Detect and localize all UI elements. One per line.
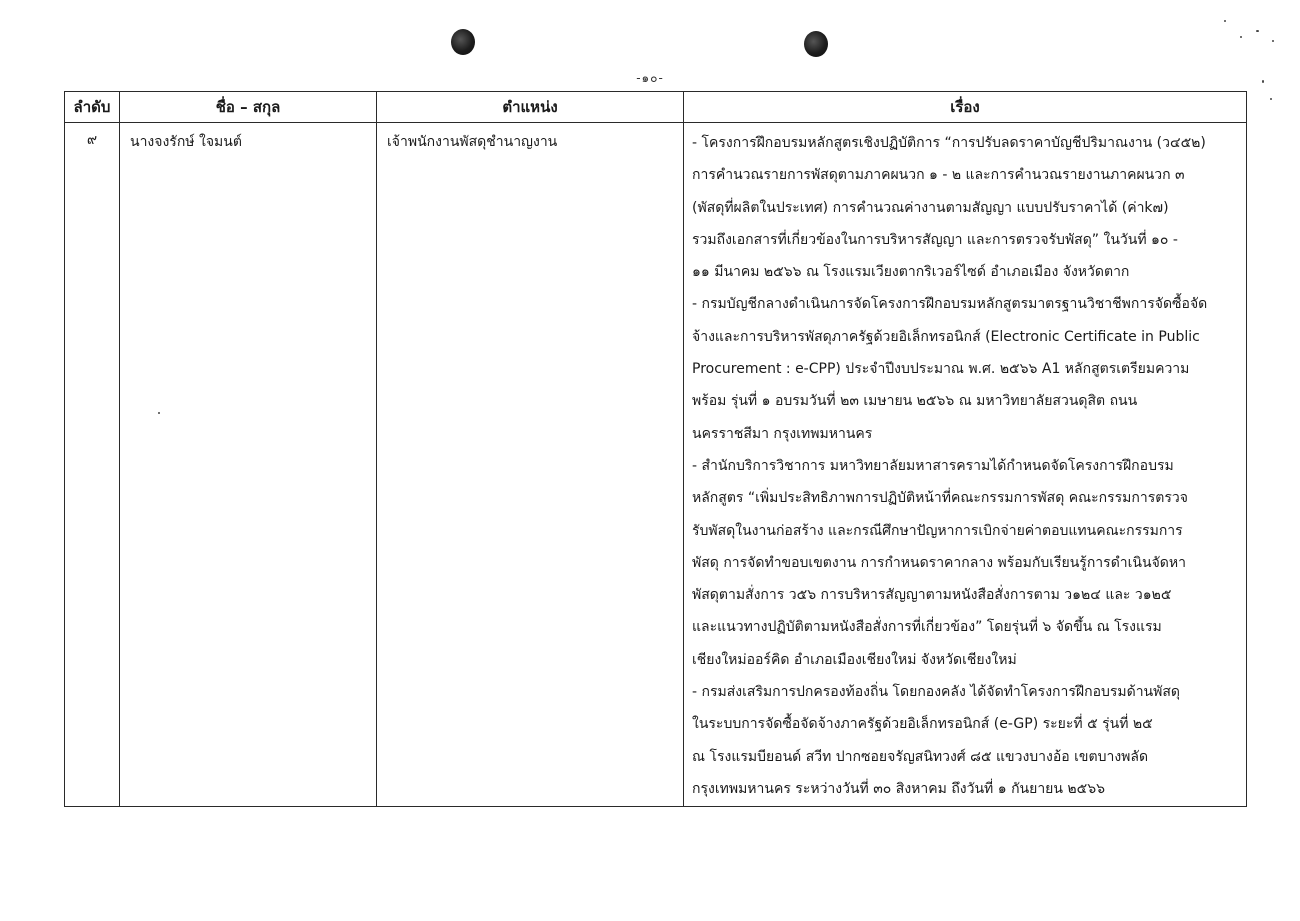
scan-speck	[1270, 98, 1272, 100]
subject-line: และแนวทางปฏิบัติตามหนังสือสั่งการที่เกี่ยวข้อง” โดยรุ่นที่ ๖ จัดขึ้น ณ โรงแรม	[692, 619, 1162, 636]
subject-line: - โครงการฝึกอบรมหลักสูตรเชิงปฏิบัติการ “การปรับลดราคาบัญชีปริมาณงาน (ว๔๕๒)	[692, 135, 1206, 151]
punch-hole	[451, 29, 475, 55]
punch-hole	[804, 31, 828, 57]
cell-subject	[684, 123, 1247, 807]
scan-speck	[1240, 36, 1242, 38]
subject-line: การคำนวณรายการพัสดุตามภาคผนวก ๑ - ๒ และการคำนวณรายงานภาคผนวก ๓	[692, 167, 1185, 184]
header-name: ชื่อ – สกุล	[120, 92, 377, 123]
header-subject: เรื่อง	[684, 92, 1247, 123]
subject-line: เชียงใหม่ออร์คิด อำเภอเมืองเชียงใหม่ จังหวัดเชียงใหม่	[692, 651, 1017, 668]
training-record-table	[64, 91, 1247, 807]
scan-speck	[1272, 40, 1274, 42]
person-name: นางจงรักษ์ ใจมนต์	[130, 134, 242, 150]
subject-line: พร้อม รุ่นที่ ๑ อบรมวันที่ ๒๓ เมษายน ๒๕๖๖ ณ มหาวิทยาลัยสวนดุสิต ถนน	[692, 393, 1138, 410]
subject-line: หลักสูตร “เพิ่มประสิทธิภาพการปฏิบัติหน้าที่คณะกรรมการพัสดุ คณะกรรมการตรวจ	[692, 490, 1188, 507]
cell-position	[377, 123, 684, 807]
subject-line: Procurement : e-CPP) ประจำปีงบประมาณ พ.ศ. ๒๕๖๖ A1 หลักสูตรเตรียมความ	[692, 361, 1190, 378]
subject-line: พัสดุตามสั่งการ ว๕๖ การบริหารสัญญาตามหนังสือสั่งการตาม ว๑๒๔ และ ว๑๒๕	[692, 587, 1172, 604]
subject-line: ๑๑ มีนาคม ๒๕๖๖ ณ โรงแรมเวียงตากริเวอร์ไซด์ อำเภอเมือง จังหวัดตาก	[692, 264, 1130, 281]
cell-order: ๙	[65, 123, 120, 807]
subject-line: (พัสดุที่ผลิตในประเทศ) การคำนวณค่างานตามสัญญา แบบปรับราคาได้ (ค่าk๗)	[692, 199, 1169, 216]
page-number: -๑๐-	[636, 71, 664, 85]
cell-name	[120, 123, 377, 807]
subject-line: - สำนักบริการวิชาการ มหาวิทยาลัยมหาสารครามได้กำหนดจัดโครงการฝึกอบรม	[692, 457, 1174, 474]
header-order: ลำดับ	[65, 92, 120, 123]
subject-line: - กรมบัญชีกลางดำเนินการจัดโครงการฝึกอบรมหลักสูตรมาตรฐานวิชาชีพการจัดซื้อจัด	[692, 296, 1208, 313]
subject-line: ณ โรงแรมบียอนด์ สวีท ปากซอยจรัญสนิทวงศ์ ๘๕ แขวงบางอ้อ เขตบางพลัด	[692, 748, 1149, 765]
table-row	[65, 123, 1247, 807]
subject-line: - กรมส่งเสริมการปกครองท้องถิ่น โดยกองคลัง ได้จัดทำโครงการฝึกอบรมด้านพัสดุ	[692, 684, 1180, 701]
subject-line: จ้างและการบริหารพัสดุภาครัฐด้วยอิเล็กทรอนิกส์ (Electronic Certificate in Public	[692, 328, 1200, 345]
header-position: ตำแหน่ง	[377, 92, 684, 123]
subject-line: พัสดุ การจัดทำขอบเขตงาน การกำหนดราคากลาง พร้อมกับเรียนรู้การดำเนินจัดหา	[692, 554, 1186, 571]
scan-speck	[1224, 20, 1226, 22]
subject-line: ในระบบการจัดซื้อจัดจ้างภาครัฐด้วยอิเล็กทรอนิกส์ (e-GP) ระยะที่ ๕ รุ่นที่ ๒๕	[692, 716, 1153, 733]
subject-line: นครราชสีมา กรุงเทพมหานคร	[692, 425, 873, 442]
scan-speck	[1256, 30, 1259, 32]
person-position: เจ้าพนักงานพัสดุชำนาญงาน	[387, 134, 558, 150]
table-header-row	[65, 92, 1247, 123]
subject-line: กรุงเทพมหานคร ระหว่างวันที่ ๓๐ สิงหาคม ถึงวันที่ ๑ กันยายน ๒๕๖๖	[692, 780, 1106, 797]
subject-line: รวมถึงเอกสารที่เกี่ยวข้องในการบริหารสัญญา และการตรวจรับพัสดุ” ในวันที่ ๑๐ -	[692, 231, 1178, 248]
subject-line: รับพัสดุในงานก่อสร้าง และกรณีศึกษาปัญหาการเบิกจ่ายค่าตอบแทนคณะกรรมการ	[692, 522, 1183, 539]
